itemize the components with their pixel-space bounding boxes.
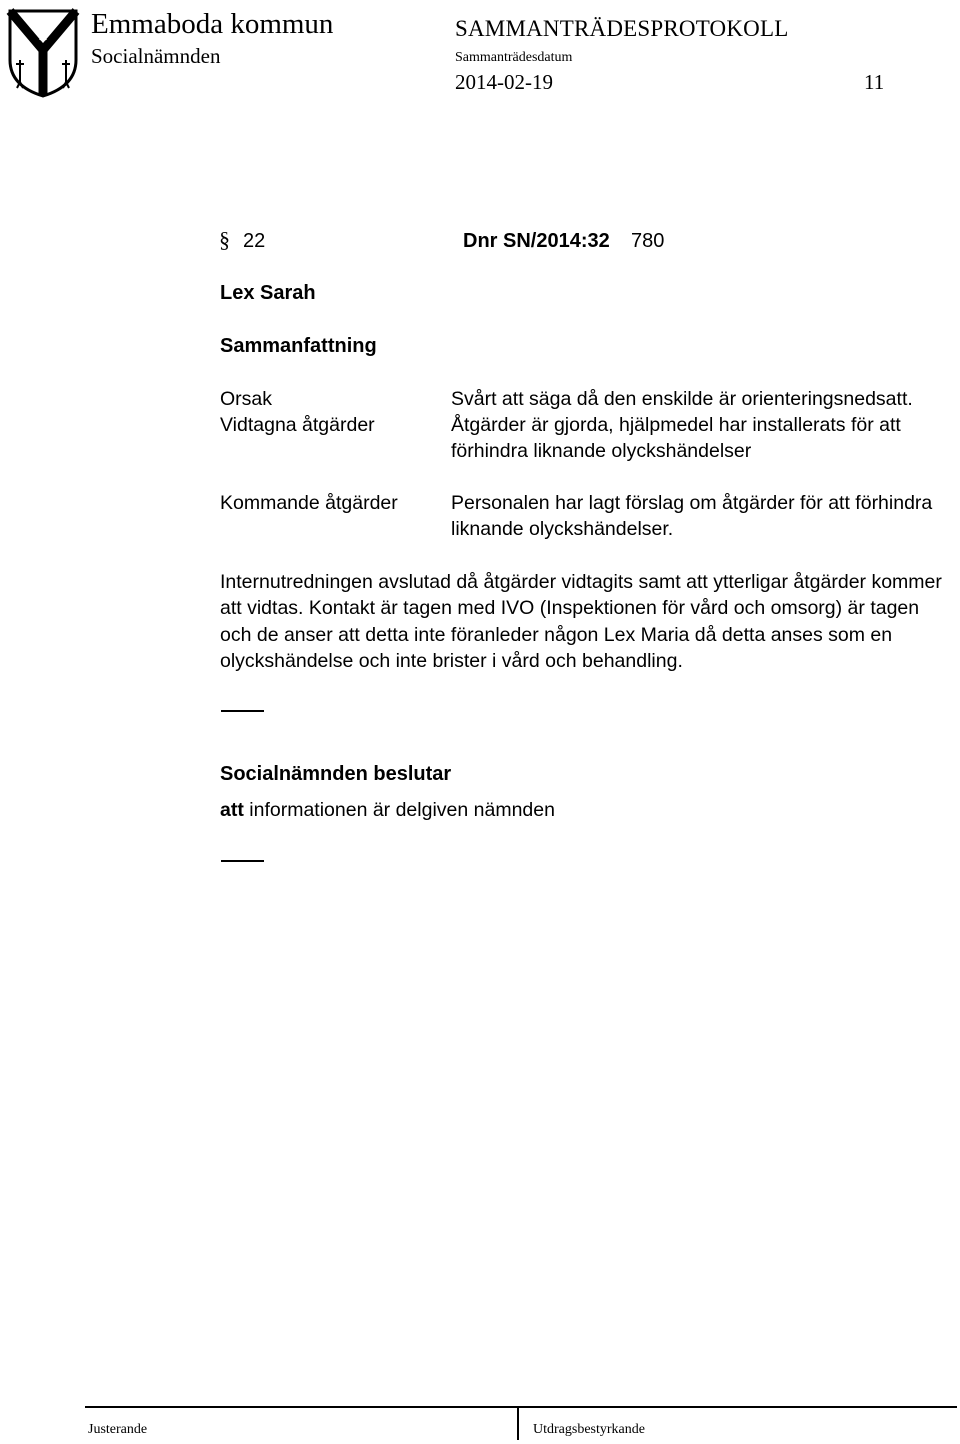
justerande-label: Justerande — [88, 1422, 148, 1437]
case-title: Lex Sarah — [220, 282, 316, 304]
section-symbol: § — [219, 227, 230, 252]
separator-line — [221, 860, 264, 862]
cause-value: Svårt att säga då den enskilde är orienteringsnedsatt. — [451, 388, 913, 410]
organization-name: Emmaboda kommun — [91, 8, 334, 40]
coat-of-arms-logo — [6, 8, 80, 98]
organization-unit: Socialnämnden — [91, 44, 221, 68]
diary-number: Dnr SN/2014:32 — [463, 230, 610, 252]
footer-rule — [85, 1406, 957, 1408]
separator-line — [221, 710, 264, 712]
upcoming-actions-value-line1: Personalen har lagt förslag om åtgärder för att förhindra — [451, 492, 933, 514]
upcoming-actions-value-line2: liknande olyckshändelser. — [451, 518, 674, 540]
utdragsbestyrkande-label: Utdragsbestyrkande — [533, 1422, 645, 1437]
decision-body: informationen är delgiven nämnden — [243, 799, 555, 821]
decision-text — [220, 797, 555, 823]
decision-att: att — [220, 799, 244, 821]
cause-label: Orsak — [220, 388, 273, 410]
actions-taken-value-line2: förhindra liknande olyckshändelser — [451, 440, 752, 462]
document-type: SAMMANTRÄDESPROTOKOLL — [455, 16, 789, 41]
actions-taken-label: Vidtagna åtgärder — [220, 414, 375, 436]
meeting-date: 2014-02-19 — [455, 70, 553, 94]
page-number: 11 — [864, 70, 885, 94]
section-number: 22 — [243, 230, 266, 252]
decision-heading: Socialnämnden beslutar — [220, 763, 452, 785]
footer-divider — [517, 1406, 519, 1440]
upcoming-actions-label: Kommande åtgärder — [220, 492, 398, 514]
meeting-date-label: Sammanträdesdatum — [455, 50, 573, 65]
investigation-paragraph: Internutredningen avslutad då åtgärder vidtagits samt att ytterligar åtgärder kommer att vidtas. Kontakt är tagen med IVO (Inspektionen för vård och omsorg) är tagen och de anser att detta inte föranleder någon Lex Maria då detta anses som en olyckshändelse och inte brister i vård och behandling. — [220, 571, 942, 673]
diary-number-suffix: 780 — [631, 230, 665, 252]
summary-heading: Sammanfattning — [220, 335, 377, 357]
actions-taken-value-line1: Åtgärder är gjorda, hjälpmedel har installerats för att — [451, 414, 901, 436]
